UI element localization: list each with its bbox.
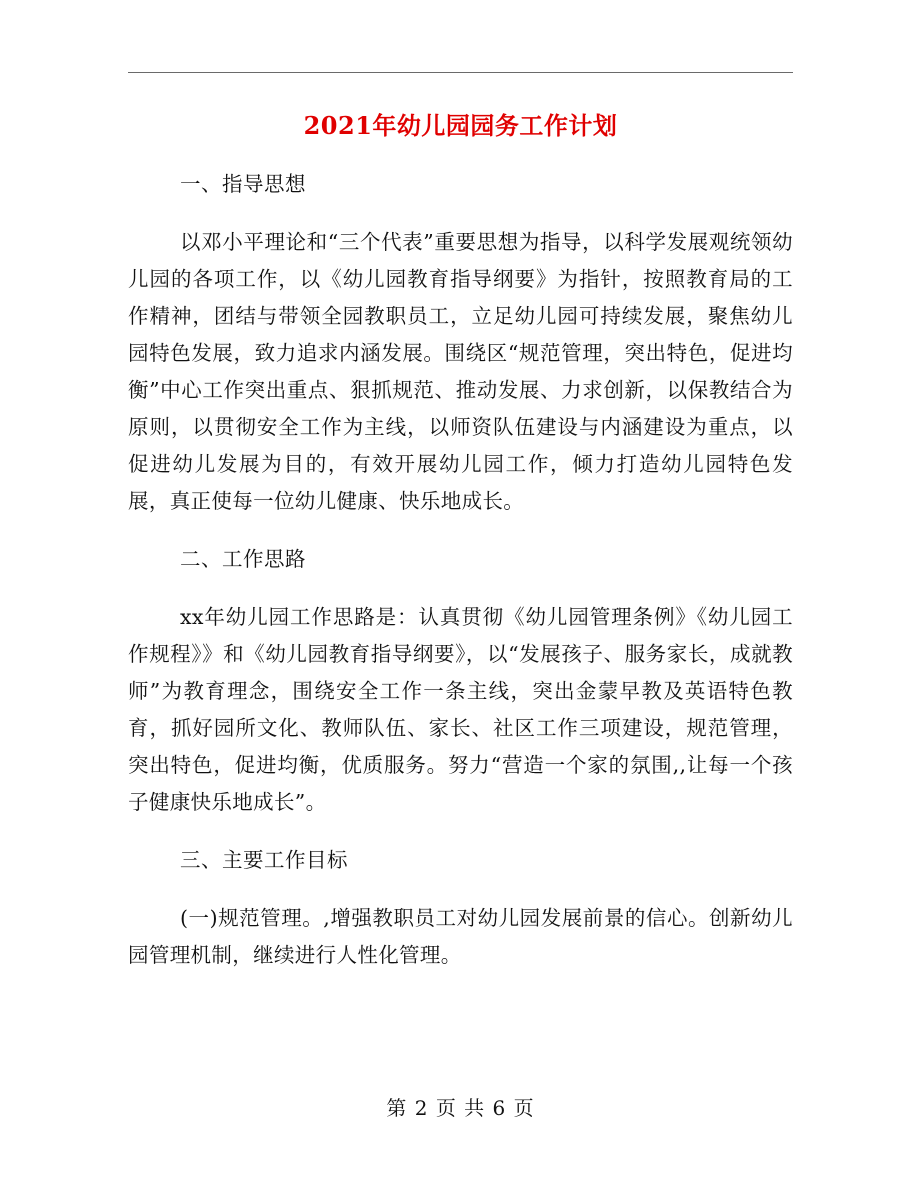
spacer xyxy=(128,578,793,599)
paragraph-work-approach: xx年幼儿园工作思路是：认真贯彻《幼儿园管理条例》《幼儿园工作规程》》和《幼儿园教育指导纲要》，以“发展孩子、服务家长，成就教师”为教育理念，围绕安全工作一条主线，突出金蒙早教及英语特色教育，抓好园所文化、教师队伍、家长、社区工作三项建设，规范管理，突出特色，促进均衡，优质服务。努力“营造一个家的氛围,,让每一个孩子健康快乐地成长”。 xyxy=(128,605,793,814)
document-body xyxy=(128,166,793,974)
section-heading-guiding-ideology: 一、指导思想 xyxy=(180,172,306,196)
spacer xyxy=(128,821,793,842)
spacer xyxy=(128,520,793,541)
paragraph-guiding-ideology: 以邓小平理论和“三个代表”重要思想为指导，以科学发展观统领幼儿园的各项工作，以《幼儿园教育指导纲要》为指针，按照教育局的工作精神，团结与带领全园教职员工，立足幼儿园可持续发展，聚焦幼儿园特色发展，致力追求内涵发展。围绕区“规范管理，突出特色，促进均衡”中心工作突出重点、狠抓规范、推动发展、力求创新，以保教结合为原则，以贯彻安全工作为主线，以师资队伍建设与内涵建设为重点，以促进幼儿发展为目的，有效开展幼儿园工作，倾力打造幼儿园特色发展，真正使每一位幼儿健康、快乐地成长。 xyxy=(128,230,793,513)
paragraph-standardized-management: (一)规范管理。,增强教职员工对幼儿园发展前景的信心。创新幼儿园管理机制，继续进行人性化管理。 xyxy=(128,906,793,967)
header-rule xyxy=(128,72,793,73)
section-heading-main-goals: 三、主要工作目标 xyxy=(180,848,348,872)
page-number-footer: 第 2 页 共 6 页 xyxy=(386,1096,535,1120)
section-heading-work-approach: 二、工作思路 xyxy=(180,547,306,571)
spacer xyxy=(128,203,793,224)
spacer xyxy=(128,879,793,900)
document-title: 2021年幼儿园园务工作计划 xyxy=(303,111,618,140)
